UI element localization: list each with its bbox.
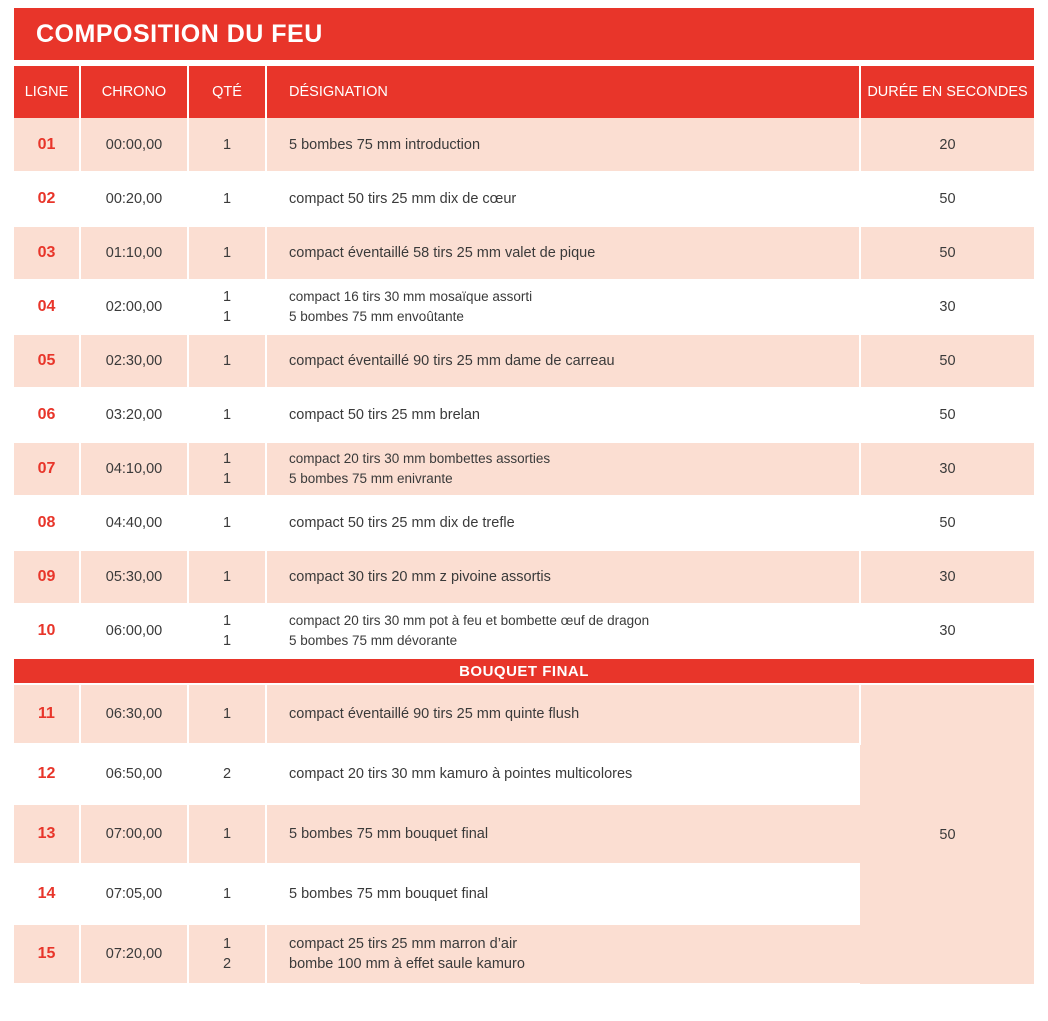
cell-qte: 1 1 [188,280,266,334]
composition-table [14,66,1034,985]
table-row [14,496,1034,550]
page-title: COMPOSITION DU FEU [14,8,1034,60]
cell-duree-bouquet: 50 [860,684,1034,984]
cell-chrono: 03:20,00 [80,388,188,442]
cell-chrono: 04:10,00 [80,442,188,496]
cell-ligne: 15 [14,924,80,984]
cell-duree: 30 [860,280,1034,334]
table-row [14,118,1034,172]
cell-ligne: 01 [14,118,80,172]
cell-qte: 1 [188,684,266,744]
cell-ligne: 13 [14,804,80,864]
table-row [14,388,1034,442]
cell-ligne: 09 [14,550,80,604]
cell-chrono: 07:20,00 [80,924,188,984]
cell-qte: 1 [188,334,266,388]
cell-ligne: 07 [14,442,80,496]
cell-qte: 1 [188,172,266,226]
cell-designation: compact éventaillé 90 tirs 25 mm dame de carreau [266,334,860,388]
column-header-qte: QTÉ [188,66,266,118]
table-row [14,334,1034,388]
cell-duree: 30 [860,442,1034,496]
table-header [14,66,1034,118]
cell-qte: 2 [188,744,266,804]
cell-ligne: 11 [14,684,80,744]
cell-chrono: 06:00,00 [80,604,188,658]
cell-ligne: 05 [14,334,80,388]
cell-duree: 50 [860,496,1034,550]
cell-ligne: 02 [14,172,80,226]
cell-designation: compact 30 tirs 20 mm z pivoine assortis [266,550,860,604]
column-header-designation: DÉSIGNATION [266,66,860,118]
cell-ligne: 14 [14,864,80,924]
cell-qte: 1 [188,804,266,864]
cell-ligne: 03 [14,226,80,280]
cell-duree: 20 [860,118,1034,172]
cell-designation: compact 25 tirs 25 mm marron d’air bombe 100 mm à effet saule kamuro [266,924,860,984]
cell-duree: 30 [860,550,1034,604]
column-header-duree: DURÉE EN SECONDES [860,66,1034,118]
cell-qte: 1 [188,496,266,550]
cell-designation: compact éventaillé 90 tirs 25 mm quinte flush [266,684,860,744]
cell-qte: 1 [188,550,266,604]
cell-qte: 1 1 [188,442,266,496]
cell-chrono: 02:00,00 [80,280,188,334]
cell-chrono: 00:00,00 [80,118,188,172]
table-header-row [14,66,1034,118]
cell-designation: compact 50 tirs 25 mm dix de trefle [266,496,860,550]
table-row [14,442,1034,496]
table-row [14,604,1034,658]
cell-chrono: 06:30,00 [80,684,188,744]
cell-duree: 50 [860,172,1034,226]
table-row [14,684,1034,744]
cell-designation: 5 bombes 75 mm bouquet final [266,864,860,924]
cell-designation: compact 20 tirs 30 mm pot à feu et bombette œuf de dragon 5 bombes 75 mm dévorante [266,604,860,658]
cell-duree: 50 [860,226,1034,280]
bouquet-final-banner [14,658,1034,684]
cell-ligne: 06 [14,388,80,442]
cell-designation: 5 bombes 75 mm introduction [266,118,860,172]
cell-designation: compact éventaillé 58 tirs 25 mm valet de pique [266,226,860,280]
cell-ligne: 10 [14,604,80,658]
cell-designation: compact 20 tirs 30 mm bombettes assorties 5 bombes 75 mm enivrante [266,442,860,496]
cell-chrono: 00:20,00 [80,172,188,226]
cell-qte: 1 2 [188,924,266,984]
cell-chrono: 07:05,00 [80,864,188,924]
cell-designation: compact 16 tirs 30 mm mosaïque assorti 5 bombes 75 mm envoûtante [266,280,860,334]
cell-qte: 1 [188,118,266,172]
cell-chrono: 02:30,00 [80,334,188,388]
column-header-ligne: LIGNE [14,66,80,118]
cell-ligne: 12 [14,744,80,804]
table-body [14,118,1034,984]
cell-qte: 1 [188,226,266,280]
cell-chrono: 05:30,00 [80,550,188,604]
cell-chrono: 07:00,00 [80,804,188,864]
cell-ligne: 04 [14,280,80,334]
cell-chrono: 01:10,00 [80,226,188,280]
table-row [14,172,1034,226]
cell-qte: 1 1 [188,604,266,658]
cell-designation: compact 50 tirs 25 mm brelan [266,388,860,442]
table-row [14,550,1034,604]
cell-chrono: 04:40,00 [80,496,188,550]
cell-ligne: 08 [14,496,80,550]
cell-designation: 5 bombes 75 mm bouquet final [266,804,860,864]
table-row [14,280,1034,334]
cell-qte: 1 [188,864,266,924]
cell-duree: 50 [860,388,1034,442]
cell-qte: 1 [188,388,266,442]
cell-designation: compact 50 tirs 25 mm dix de cœur [266,172,860,226]
cell-chrono: 06:50,00 [80,744,188,804]
cell-duree: 30 [860,604,1034,658]
cell-duree: 50 [860,334,1034,388]
cell-designation: compact 20 tirs 30 mm kamuro à pointes multicolores [266,744,860,804]
table-row [14,226,1034,280]
column-header-chrono: CHRONO [80,66,188,118]
bouquet-final-label: BOUQUET FINAL [14,658,1034,684]
